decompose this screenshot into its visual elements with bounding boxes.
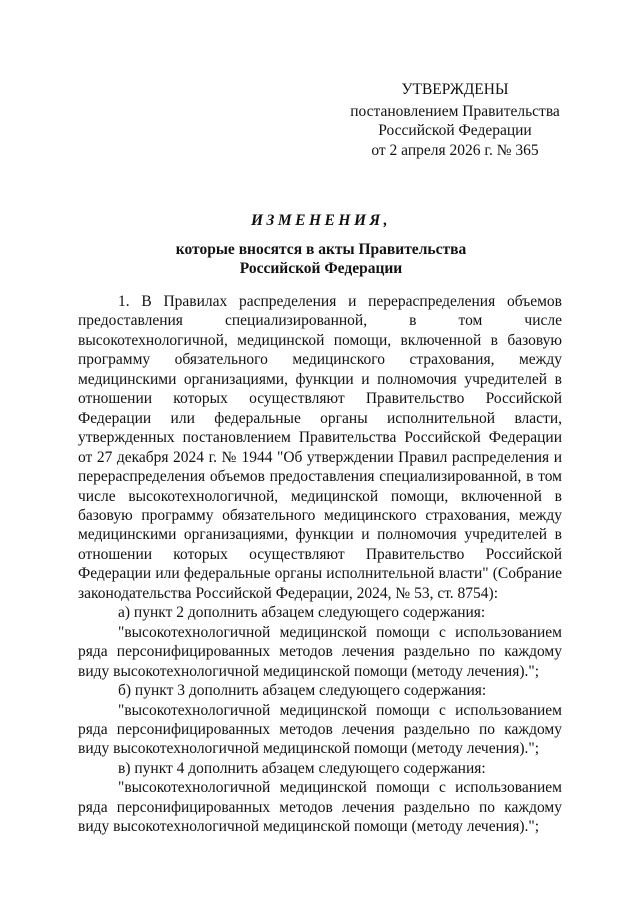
document-subtitle-line-1: которые вносятся в акты Правительства: [175, 240, 467, 258]
document-title: ИЗМЕНЕНИЯ,: [250, 212, 392, 229]
paragraph-item-a-text: "высокотехнологичной медицинской помощи с использованием ряда персонифицированных методов лечения раздельно по каждому виду высокотехнологичной медицинской помощи (методу лечения).";: [78, 623, 562, 680]
document-title-block: [80, 211, 562, 279]
approval-resolution: постановлением Правительства: [350, 102, 560, 120]
document-subtitle-line-2: Российской Федерации: [239, 260, 403, 277]
approval-authority: Российской Федерации: [378, 122, 532, 139]
paragraph-item-c-text: "высокотехнологичной медицинской помощи с использованием ряда персонифицированных методов лечения раздельно по каждому виду высокотехнологичной медицинской помощи (методу лечения).";: [78, 779, 562, 836]
paragraph-item-b-text: "высокотехнологичной медицинской помощи с использованием ряда персонифицированных методов лечения раздельно по каждому виду высокотехнологичной медицинской помощи (методу лечения).";: [78, 701, 562, 758]
paragraph-item-c: в) пункт 4 дополнить абзацем следующего содержания:: [118, 759, 486, 777]
document-body: [78, 292, 562, 837]
paragraph-1-preamble: 1. В Правилах распределения и перераспределения объемов предоставления специализированной, в том числе высокотехнологичной, медицинской помощи, включенной в базовую программу обязательного медицинского страхования, между медицинскими организациями, функции и полномочия учредителей в отношении которых осуществляют Правительство Российской Федерации или федеральные органы исполнительной власти, утвержденных постановлением Правительства Российской Федерации от 27 декабря 2024 г. № 1944 "Об утверждении Правил распределения и перераспределения объемов предоставления специализированной, в том числе высокотехнологичной, медицинской помощи, включенной в базовую программу обязательного медицинского страхования, между медицинскими организациями, функции и полномочия учредителей в отношении которых осуществляют Правительство Российской Федерации или федеральные органы исполнительной власти" (Собрание законодательства Российской Федерации, 2024, № 53, ст. 8754):: [78, 293, 562, 602]
paragraph-item-b: б) пункт 3 дополнить абзацем следующего содержания:: [118, 682, 487, 700]
approval-stamp: [330, 80, 580, 160]
approval-date-number: от 2 апреля 2026 г. № 365: [371, 141, 539, 159]
paragraph-item-a: а) пункт 2 дополнить абзацем следующего содержания:: [118, 604, 486, 622]
approval-heading: УТВЕРЖДЕНЫ: [401, 81, 509, 98]
